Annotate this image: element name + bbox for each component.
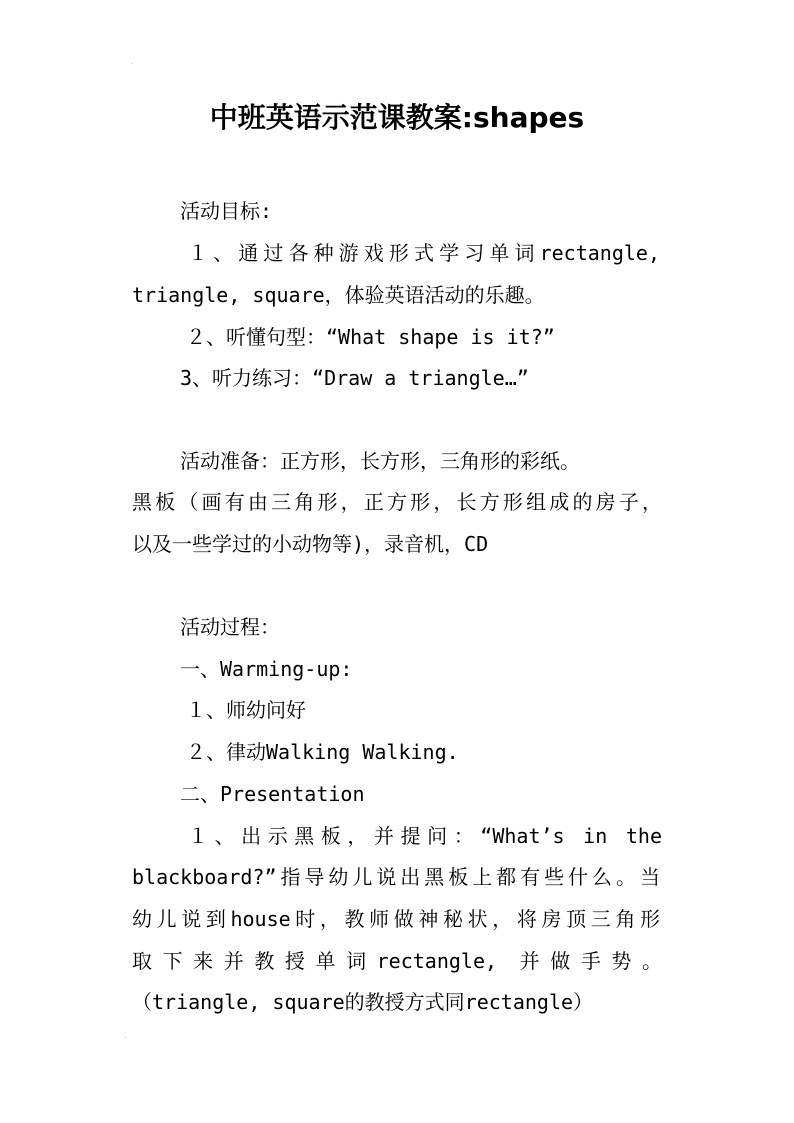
step-warming-up: 一、Warming-up: [180,657,353,681]
step-warming-up-2: ２、律动Walking Walking. [186,740,459,764]
goal-2: ２、听懂句型：“What shape is it?” [186,325,555,349]
preparation-line-1: 活动准备：正方形，长方形，三角形的彩纸。 [180,449,580,473]
preparation-line-2: 黑板（画有由三角形，正方形，长方形组成的房子， [132,490,662,514]
presentation-1-line-1: １、出示黑板，并提问：“What’s in the [188,824,662,848]
goal-1-line-2: triangle, square，体验英语活动的乐趣。 [132,283,545,307]
section-heading-process: 活动过程： [180,615,280,639]
presentation-1-line-5: （triangle, square的教授方式同rectangle） [132,990,594,1014]
corner-mark-bottom: · [124,1033,128,1044]
presentation-1-line-4: 取下来并教授单词rectangle, 并做手势。 [132,949,662,973]
presentation-1-line-2: blackboard?”指导幼儿说出黑板上都有些什么。当 [132,865,660,889]
section-heading-goals: 活动目标: [180,199,273,223]
presentation-1-line-3: 幼儿说到house时，教师做神秘状，将房顶三角形 [132,907,660,931]
goal-1-line-1: １、通过各种游戏形式学习单词rectangle, [188,241,660,265]
step-warming-up-1: １、师幼问好 [186,698,306,722]
corner-mark-top: · [130,59,134,70]
page-title: 中班英语示范课教案:shapes [209,101,585,134]
step-presentation: 二、Presentation [180,782,365,806]
preparation-line-3: 以及一些学过的小动物等)，录音机，CD [132,532,489,556]
goal-3: 3、听力练习：“Draw a triangle…” [180,366,529,390]
